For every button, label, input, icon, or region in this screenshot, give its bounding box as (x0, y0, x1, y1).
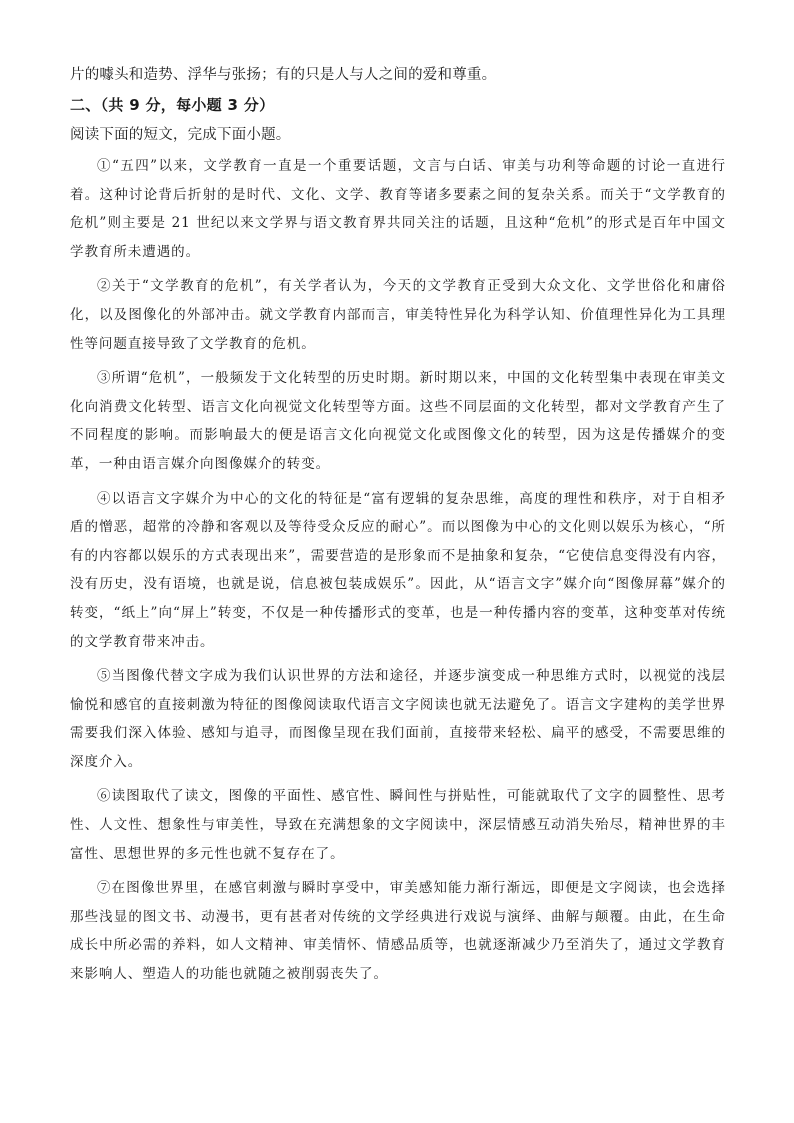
instruction-text: 阅读下面的短文，完成下面小题。 (70, 127, 291, 143)
paragraph-7: ⑦在图像世界里，在感官刺激与瞬时享受中，审美感知能力渐行渐远，即便是文字阅读，也会选择那些浅显的图文书、动漫书，更有甚者对传统的文学经典进行戏说与演绎、曲解与颠覆。由此，在生命成长中所必需的养料，如人文精神、审美情怀、情感品质等，也就逐渐减少乃至消失了，通过文学教育来影响人、塑造人的功能也就随之被削弱丧失了。 (70, 880, 726, 983)
section-heading: 二、（共 9 分，每小题 3 分） (70, 96, 275, 114)
paragraph-4: ④以语言文字媒介为中心的文化的特征是“富有逻辑的复杂思维，高度的理性和秩序，对于自相矛盾的憎恶，超常的冷静和客观以及等待受众反应的耐心”。而以图像为中心的文化则以娱乐为核心，“所有的内容都以娱乐的方式表现出来”，需要营造的是形象而不是抽象和复杂，“它使信息变得没有内容，没有历史，没有语境，也就是说，信息被包装成娱乐”。因此，从“语言文字”媒介向“图像屏幕”媒介的转变，“纸上”向“屏上”转变，不仅是一种传播形式的变革，也是一种传播内容的变革，这种变革对传统的文学教育带来冲击。 (70, 490, 726, 650)
document-page (70, 64, 726, 995)
paragraph-1: ①“五四”以来，文学教育一直是一个重要话题，文言与白话、审美与功利等命题的讨论一直进行着。这种讨论背后折射的是时代、文化、文学、教育等诸多要素之间的复杂关系。而关于“文学教育的危机”则主要是 21 世纪以来文学界与语文教育界共同关注的话题，且这种“危机”的形式是百年中国文学教育所未遭遇的。 (70, 158, 726, 260)
intro-line: 片的噱头和造势、浮华与张扬；有的只是人与人之间的爱和尊重。 (70, 67, 497, 83)
paragraph-3: ③所谓“危机”，一般频发于文化转型的历史时期。新时期以来，中国的文化转型集中表现在审美文化向消费文化转型、语言文化向视觉文化转型等方面。这些不同层面的文化转型，都对文学教育产生了不同程度的影响。而影响最大的便是语言文化向视觉文化或图像文化的转型，因为这是传播媒介的变革，一种由语言媒介向图像媒介的转变。 (70, 370, 726, 472)
paragraph-6: ⑥读图取代了读文，图像的平面性、感官性、瞬间性与拼贴性，可能就取代了文字的圆整性、思考性、人文性、想象性与审美性，导致在充满想象的文字阅读中，深层情感互动消失殆尽，精神世界的丰富性、思想世界的多元性也就不复存在了。 (70, 788, 726, 862)
paragraph-2: ②关于“文学教育的危机”，有关学者认为，今天的文学教育正受到大众文化、文学世俗化和庸俗化，以及图像化的外部冲击。就文学教育内部而言，审美特性异化为科学认知、价值理性异化为工具理性等问题直接导致了文学教育的危机。 (70, 278, 726, 352)
paragraph-5: ⑤当图像代替文字成为我们认识世界的方法和途径，并逐步演变成一种思维方式时，以视觉的浅层愉悦和感官的直接刺激为特征的图像阅读取代语言文字阅读也就无法避免了。语言文字建构的美学世界需要我们深入体验、感知与追寻，而图像呈现在我们面前，直接带来轻松、扁平的感受，不需要思维的深度介入。 (70, 668, 726, 770)
